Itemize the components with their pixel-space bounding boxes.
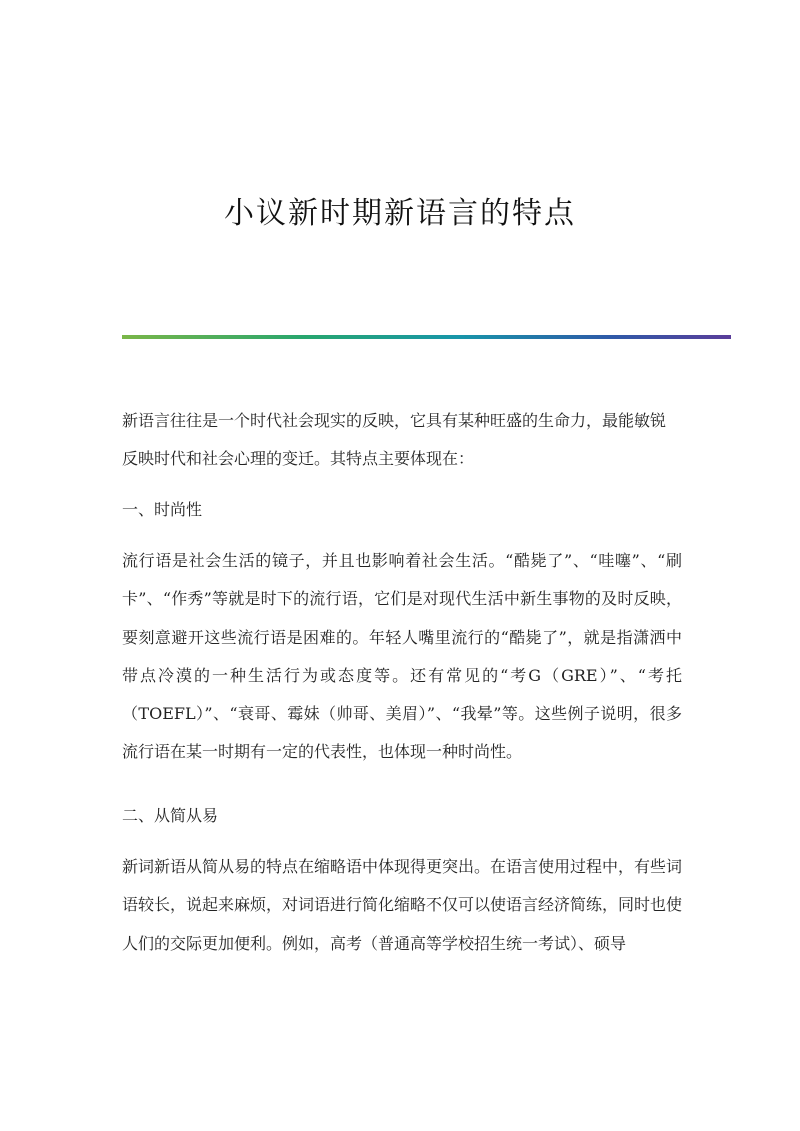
intro-line-2: 反映时代和社会心理的变迁。其特点主要体现在：: [122, 449, 475, 469]
intro-paragraph: [122, 402, 682, 479]
intro-line-1: 新语言往往是一个时代社会现实的反映，它具有某种旺盛的生命力，最能敏锐: [122, 411, 667, 430]
title-divider: [122, 335, 731, 339]
section-2-heading: 二、从简从易: [122, 806, 219, 825]
section-2-body: [122, 848, 682, 963]
section-1-paragraph: 流行语是社会生活的镜子，并且也影响着社会生活。“酷毙了”、“哇噻”、“刷卡”、“作秀”等就是时下的流行语，它们是对现代生活中新生事物的及时反映，要刻意避开这些流行语是困难的。年轻人嘴里流行的“酷毙了”，就是指潇洒中带点冷漠的一种生活行为或态度等。还有常见的“考G（GRE）”、“考托（TOEFL）”、“衰哥、霉妹（帅哥、美眉）”、“我晕”等。这些例子说明，很多流行语在某一时期有一定的代表性，也体现一种时尚性。: [122, 551, 682, 762]
section-1-body: [122, 542, 682, 772]
section-1-heading: 一、时尚性: [122, 500, 203, 519]
document-title: 小议新时期新语言的特点: [224, 196, 576, 231]
section-heading-1: [122, 491, 682, 529]
section-2-paragraph: 新词新语从简从易的特点在缩略语中体现得更突出。在语言使用过程中，有些词语较长，说起来麻烦，对词语进行简化缩略不仅可以使语言经济简练，同时也使人们的交际更加便利。例如，高考（普通高等学校招生统一考试）、硕导: [122, 857, 683, 953]
section-heading-2: [122, 797, 682, 835]
